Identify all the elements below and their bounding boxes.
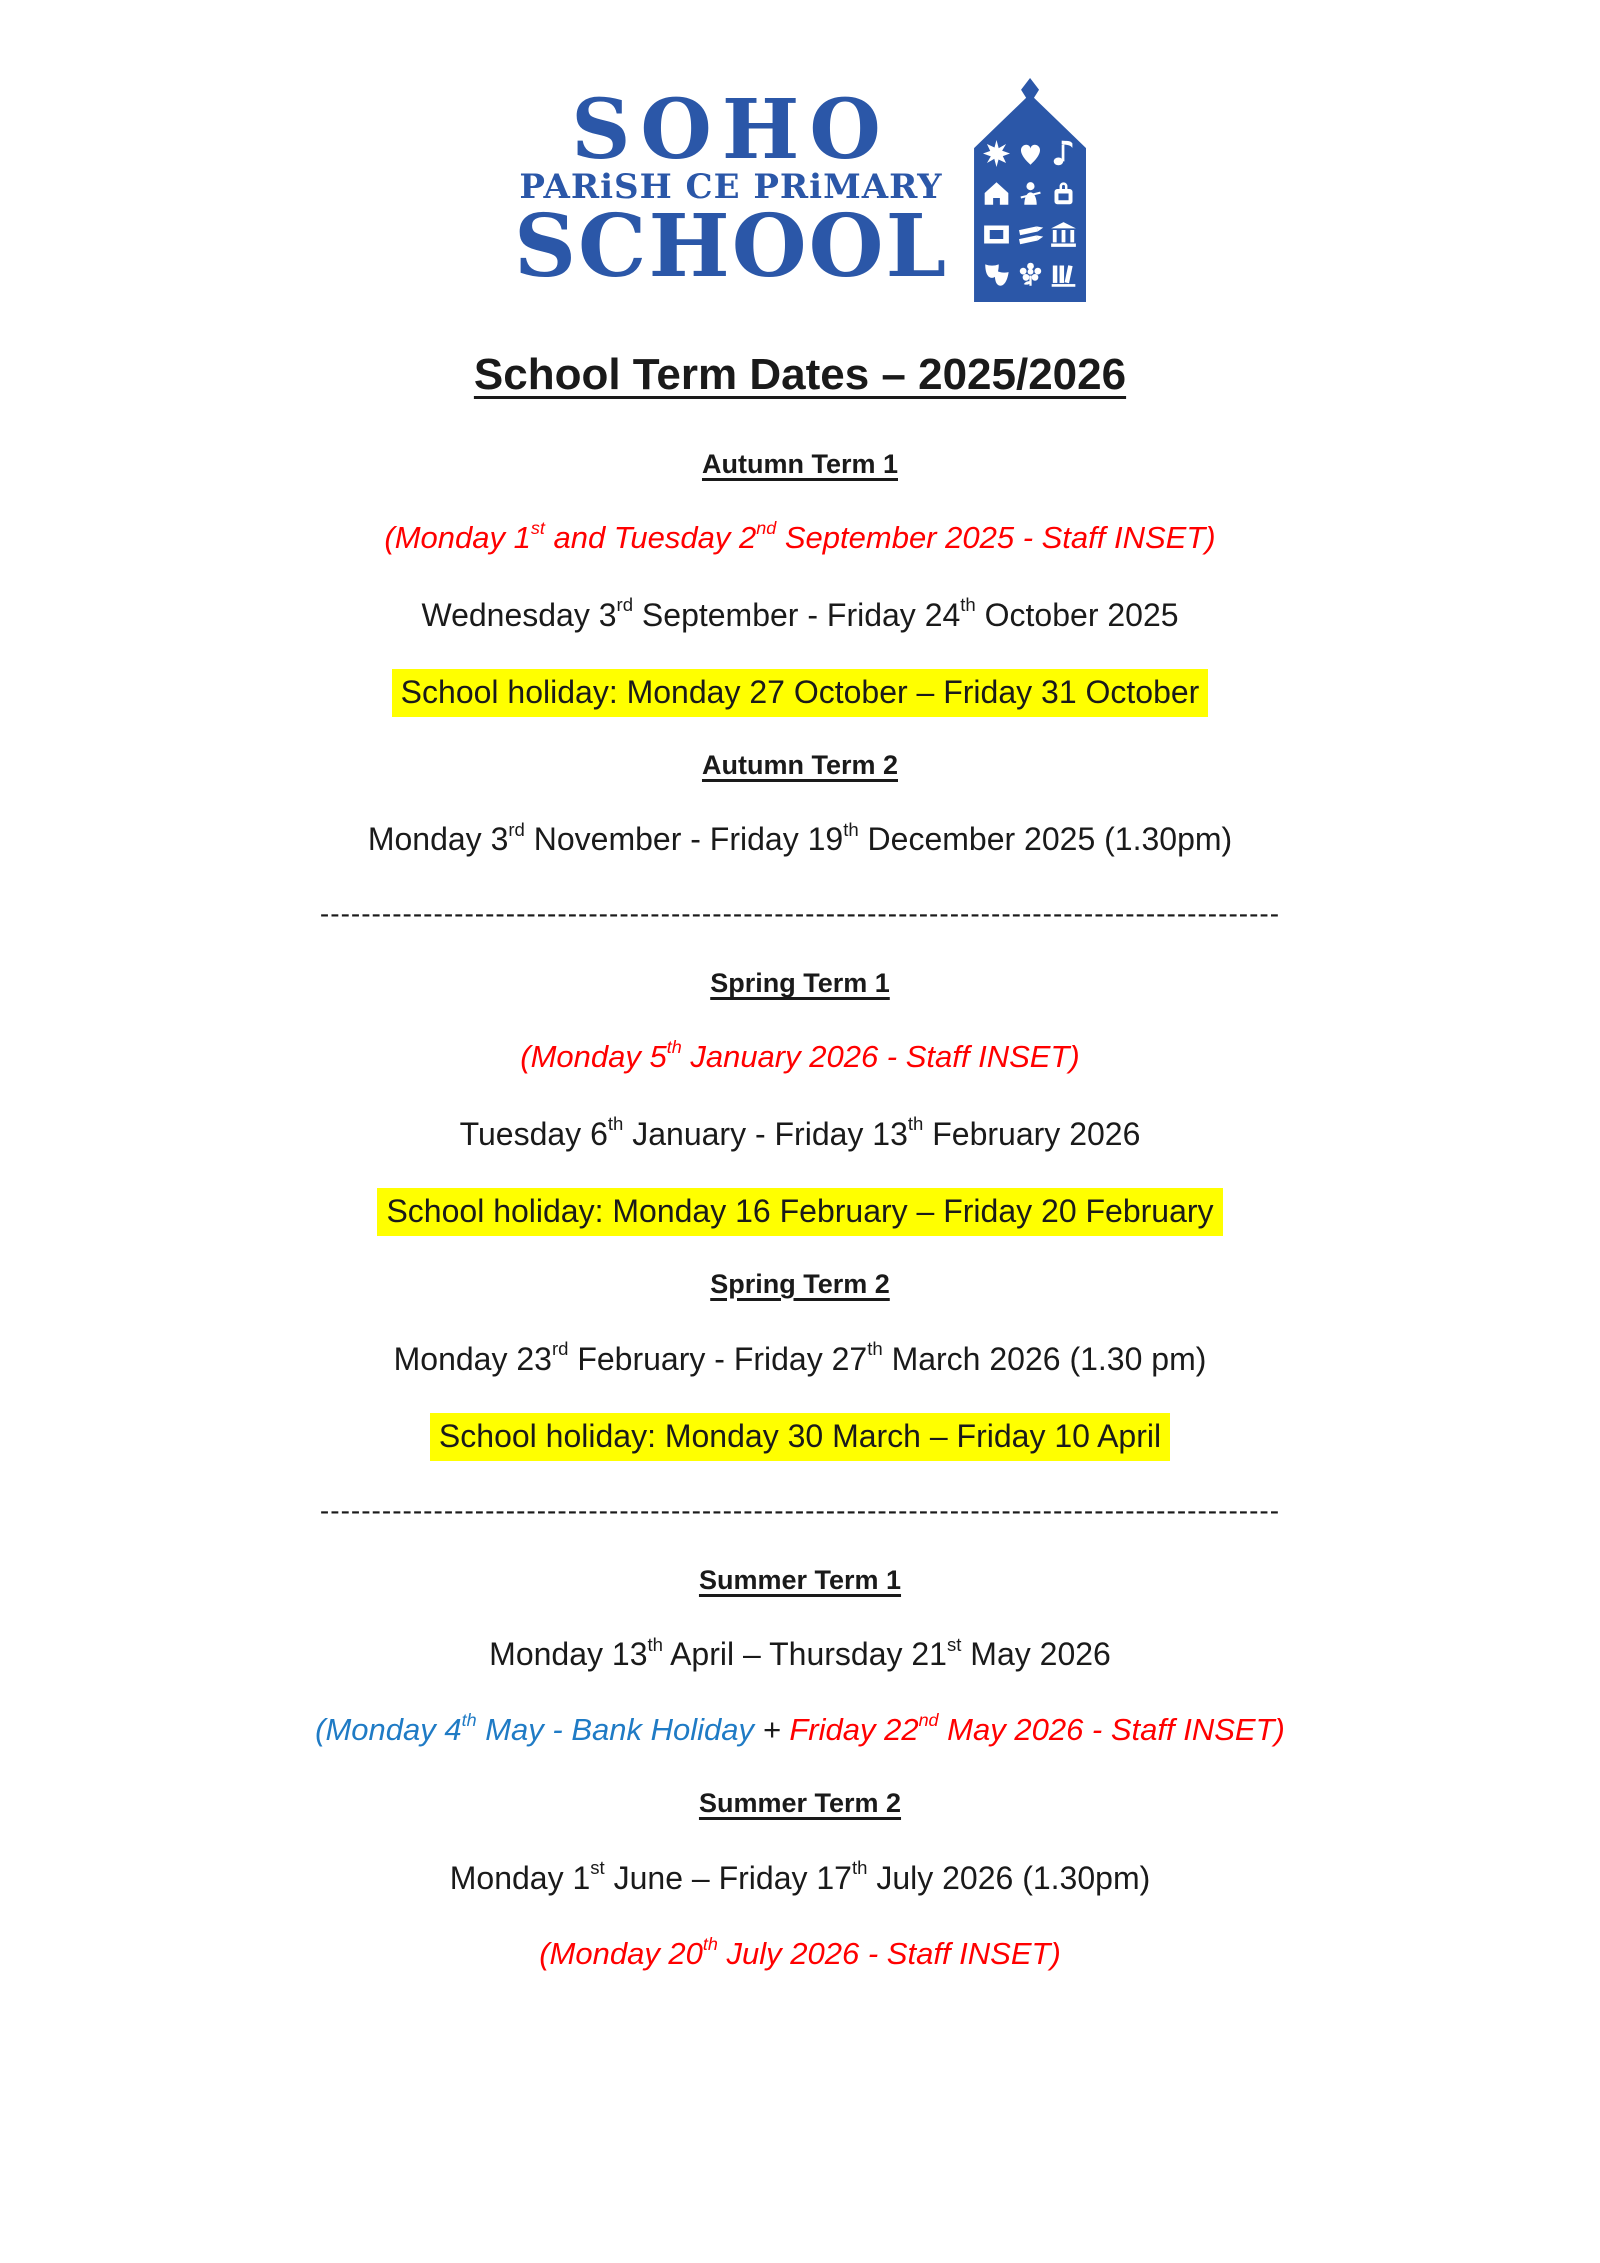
logo-line-school: SCHOOL xyxy=(513,195,949,297)
text-run: May 2026 xyxy=(961,1636,1111,1673)
text-run: (Monday 20 xyxy=(539,1935,703,1971)
text-run: February - Friday 27 xyxy=(568,1340,868,1377)
ordinal-superscript: rd xyxy=(508,818,525,840)
holiday-highlight xyxy=(377,1188,1222,1236)
text-run: Monday 13 xyxy=(489,1636,648,1673)
ordinal-superscript: th xyxy=(666,1036,682,1057)
ordinal-superscript: st xyxy=(590,1857,605,1879)
logo-crest xyxy=(974,78,1086,302)
picture-frame-icon xyxy=(983,221,1010,248)
text-run: School holiday: Monday 16 February – Friday 20 February xyxy=(386,1192,1214,1229)
text-run: June – Friday 17 xyxy=(604,1859,852,1896)
school-bag-icon xyxy=(1050,180,1077,207)
school-holiday-line xyxy=(392,672,1209,712)
ordinal-superscript: th xyxy=(702,1933,718,1954)
text-run: October 2025 xyxy=(975,596,1179,633)
text-run: School holiday: Monday 27 October – Friday 31 October xyxy=(400,673,1200,710)
holiday-highlight xyxy=(430,1413,1170,1461)
term-dates-line xyxy=(368,819,1232,859)
text-run: January 2026 - Staff INSET) xyxy=(681,1039,1080,1074)
text-run: Wednesday 3 xyxy=(421,596,617,633)
text-run: July 2026 - Staff INSET) xyxy=(717,1935,1061,1971)
text-run: December 2025 (1.30pm) xyxy=(858,821,1233,858)
text-run: March 2026 (1.30 pm) xyxy=(882,1340,1207,1377)
pencil-icon xyxy=(1017,221,1044,248)
text-run: September - Friday 24 xyxy=(633,596,961,633)
star-icon xyxy=(983,140,1010,167)
term-dates-line xyxy=(489,1634,1111,1674)
holiday-highlight xyxy=(392,669,1209,717)
ordinal-superscript: th xyxy=(960,594,976,616)
text-run: May 2026 - Staff INSET) xyxy=(938,1712,1285,1748)
flower-icon xyxy=(1017,261,1044,288)
text-run: and Tuesday 2 xyxy=(544,519,757,555)
term-dates-line xyxy=(460,1114,1141,1154)
ordinal-superscript: th xyxy=(607,1113,624,1135)
term-heading: Spring Term 1 xyxy=(710,968,890,999)
crest-icon-grid xyxy=(981,134,1079,294)
books-icon xyxy=(1050,261,1077,288)
text-run: Monday 3 xyxy=(367,821,509,858)
text-run: July 2026 (1.30pm) xyxy=(867,1859,1151,1896)
text-run: Monday 1 xyxy=(449,1859,591,1896)
text-run: November - Friday 19 xyxy=(524,821,844,858)
text-run: January - Friday 13 xyxy=(623,1115,908,1152)
ordinal-superscript: st xyxy=(530,517,545,538)
logo-line-soho: SOHO xyxy=(571,81,891,178)
school-logo xyxy=(514,78,1086,302)
term-dates-line xyxy=(421,595,1178,635)
temple-icon xyxy=(1050,221,1077,248)
bank-holiday-inset-line xyxy=(315,1711,1285,1750)
ordinal-superscript: th xyxy=(851,1857,868,1879)
ordinal-superscript: nd xyxy=(918,1710,939,1731)
house-icon xyxy=(983,180,1010,207)
text-run: Tuesday 6 xyxy=(459,1115,608,1152)
text-run: + xyxy=(762,1712,781,1748)
staff-inset-line xyxy=(539,1935,1061,1974)
ordinal-superscript: st xyxy=(946,1633,962,1655)
ordinal-superscript: th xyxy=(843,818,859,840)
school-holiday-line xyxy=(377,1191,1222,1231)
theatre-masks-icon xyxy=(983,261,1010,288)
separator-line: --------------------------------------------------------------------------------------------- xyxy=(319,1494,1281,1526)
term-dates-line xyxy=(450,1858,1151,1898)
separator-line: --------------------------------------------------------------------------------------------- xyxy=(319,898,1281,930)
text-run: February 2026 xyxy=(923,1115,1141,1152)
text-run: (Monday 5 xyxy=(520,1039,667,1074)
term-heading: Autumn Term 1 xyxy=(701,449,898,479)
text-run: September 2025 - Staff INSET) xyxy=(776,519,1216,555)
term-heading: Summer Term 1 xyxy=(698,1564,902,1595)
document-content xyxy=(210,448,1390,2011)
term-dates-line xyxy=(394,1339,1207,1379)
logo-wordmark xyxy=(513,81,949,297)
term-heading: Spring Term 2 xyxy=(710,1268,890,1299)
heart-icon xyxy=(1017,140,1044,167)
staff-inset-line xyxy=(384,519,1215,558)
text-run: Friday 22 xyxy=(780,1712,919,1748)
text-run: Monday 23 xyxy=(393,1340,552,1377)
ordinal-superscript: rd xyxy=(551,1338,569,1360)
text-run: School holiday: Monday 30 March – Friday 10 April xyxy=(438,1417,1162,1454)
term-heading: Summer Term 2 xyxy=(698,1788,902,1818)
ordinal-superscript: th xyxy=(647,1633,663,1655)
staff-inset-line xyxy=(520,1038,1079,1077)
page-title: School Term Dates – 2025/2026 xyxy=(473,350,1127,399)
logo-line-parish-ce-primary: PARiSH CE PRiMARY xyxy=(519,167,943,208)
text-run: May - Bank Holiday xyxy=(476,1712,763,1748)
text-run: (Monday 4 xyxy=(315,1712,462,1748)
ordinal-superscript: th xyxy=(907,1113,924,1135)
text-run: April – Thursday 21 xyxy=(662,1636,947,1673)
ordinal-superscript: th xyxy=(867,1338,883,1360)
school-holiday-line xyxy=(430,1416,1170,1456)
cupid-icon xyxy=(1017,180,1044,207)
ordinal-superscript: th xyxy=(461,1710,477,1731)
text-run: (Monday 1 xyxy=(384,519,531,555)
ordinal-superscript: rd xyxy=(616,594,634,616)
music-note-icon xyxy=(1050,140,1077,167)
ordinal-superscript: nd xyxy=(756,517,777,538)
term-heading: Autumn Term 2 xyxy=(701,749,898,780)
